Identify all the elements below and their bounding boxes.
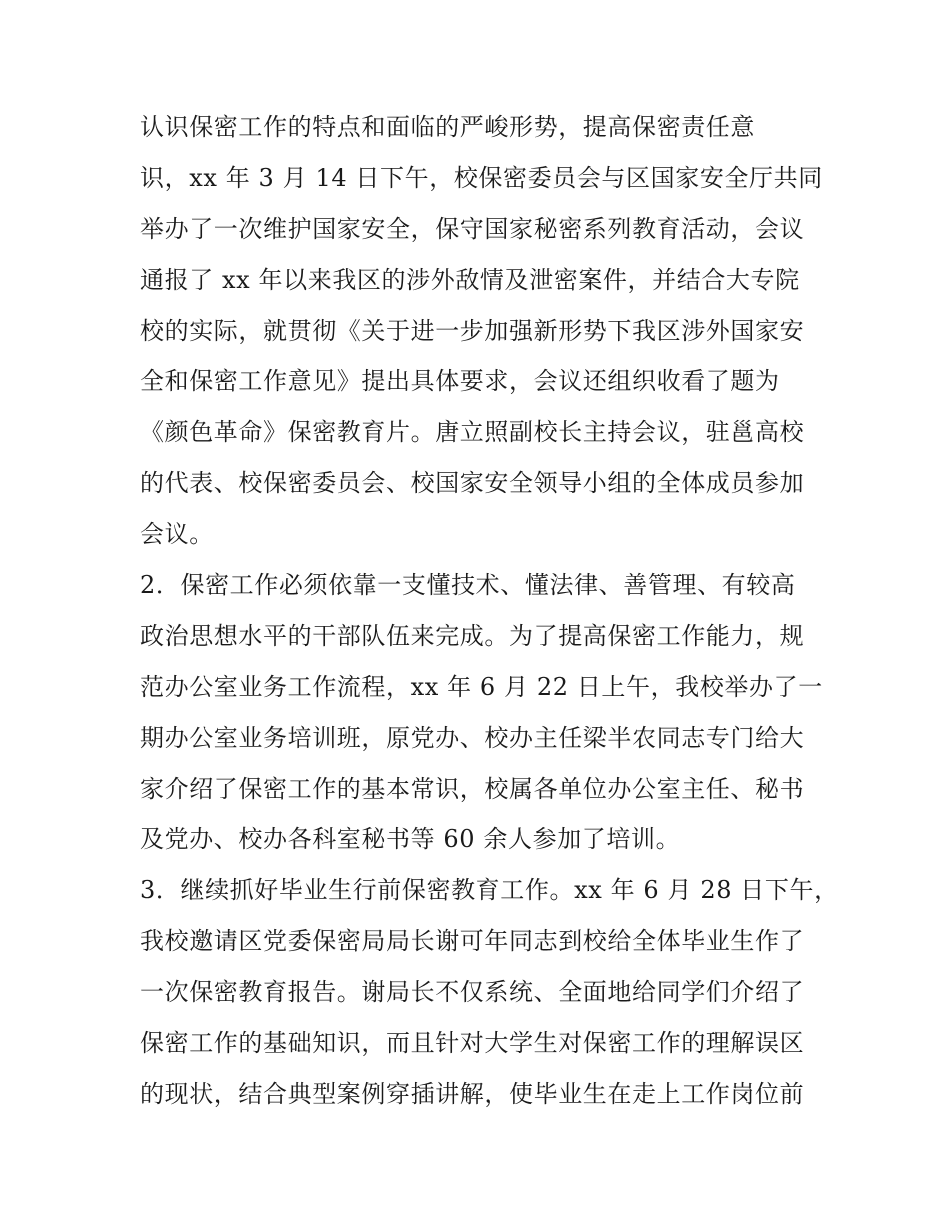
text-line: 通报了 xx 年以来我区的涉外敌情及泄密案件，并结合大专院 [140,265,800,294]
text-line: 家介绍了保密工作的基本常识，校属各单位办公室主任、秘书 [140,774,805,803]
text-line: 一次保密教育报告。谢局长不仅系统、全面地给同学们介绍了 [140,978,805,1007]
text-line: 校的实际，就贯彻《关于进一步加强新形势下我区涉外国家安 [140,316,805,345]
text-line: 范办公室业务工作流程，xx 年 6 月 22 日上午，我校举办了一 [140,672,823,701]
text-line: 的现状，结合典型案例穿插讲解，使毕业生在走上工作岗位前 [140,1079,805,1108]
text-line: 政治思想水平的干部队伍来完成。为了提高保密工作能力，规 [140,621,805,650]
text-line: 会议。 [140,520,214,549]
text-line: 期办公室业务培训班，原党办、校办主任梁半农同志专门给大 [140,723,805,752]
list-item-2-start: 2．保密工作必须依靠一支懂技术、懂法律、善管理、有较高 [140,571,796,600]
text-line: 我校邀请区党委保密局局长谢可年同志到校给全体毕业生作了 [140,927,805,956]
text-line: 的代表、校保密委员会、校国家安全领导小组的全体成员参加 [140,469,805,498]
text-line: 及党办、校办各科室秘书等 60 余人参加了培训。 [140,825,681,854]
text-line: 《颜色革命》保密教育片。唐立照副校长主持会议，驻邕高校 [140,418,805,447]
text-line: 认识保密工作的特点和面临的严峻形势，提高保密责任意 [140,113,755,141]
text-line: 举办了一次维护国家安全，保守国家秘密系列教育活动，会议 [140,214,805,243]
list-item-3-start: 3．继续抓好毕业生行前保密教育工作。xx 年 6 月 28 日下午， [140,876,839,905]
document-body [140,102,839,1120]
text-line: 保密工作的基础知识，而且针对大学生对保密工作的理解误区 [140,1029,805,1058]
text-line: 识，xx 年 3 月 14 日下午，校保密委员会与区国家安全厅共同 [140,163,823,192]
text-line: 全和保密工作意见》提出具体要求，会议还组织收看了题为 [140,367,780,396]
